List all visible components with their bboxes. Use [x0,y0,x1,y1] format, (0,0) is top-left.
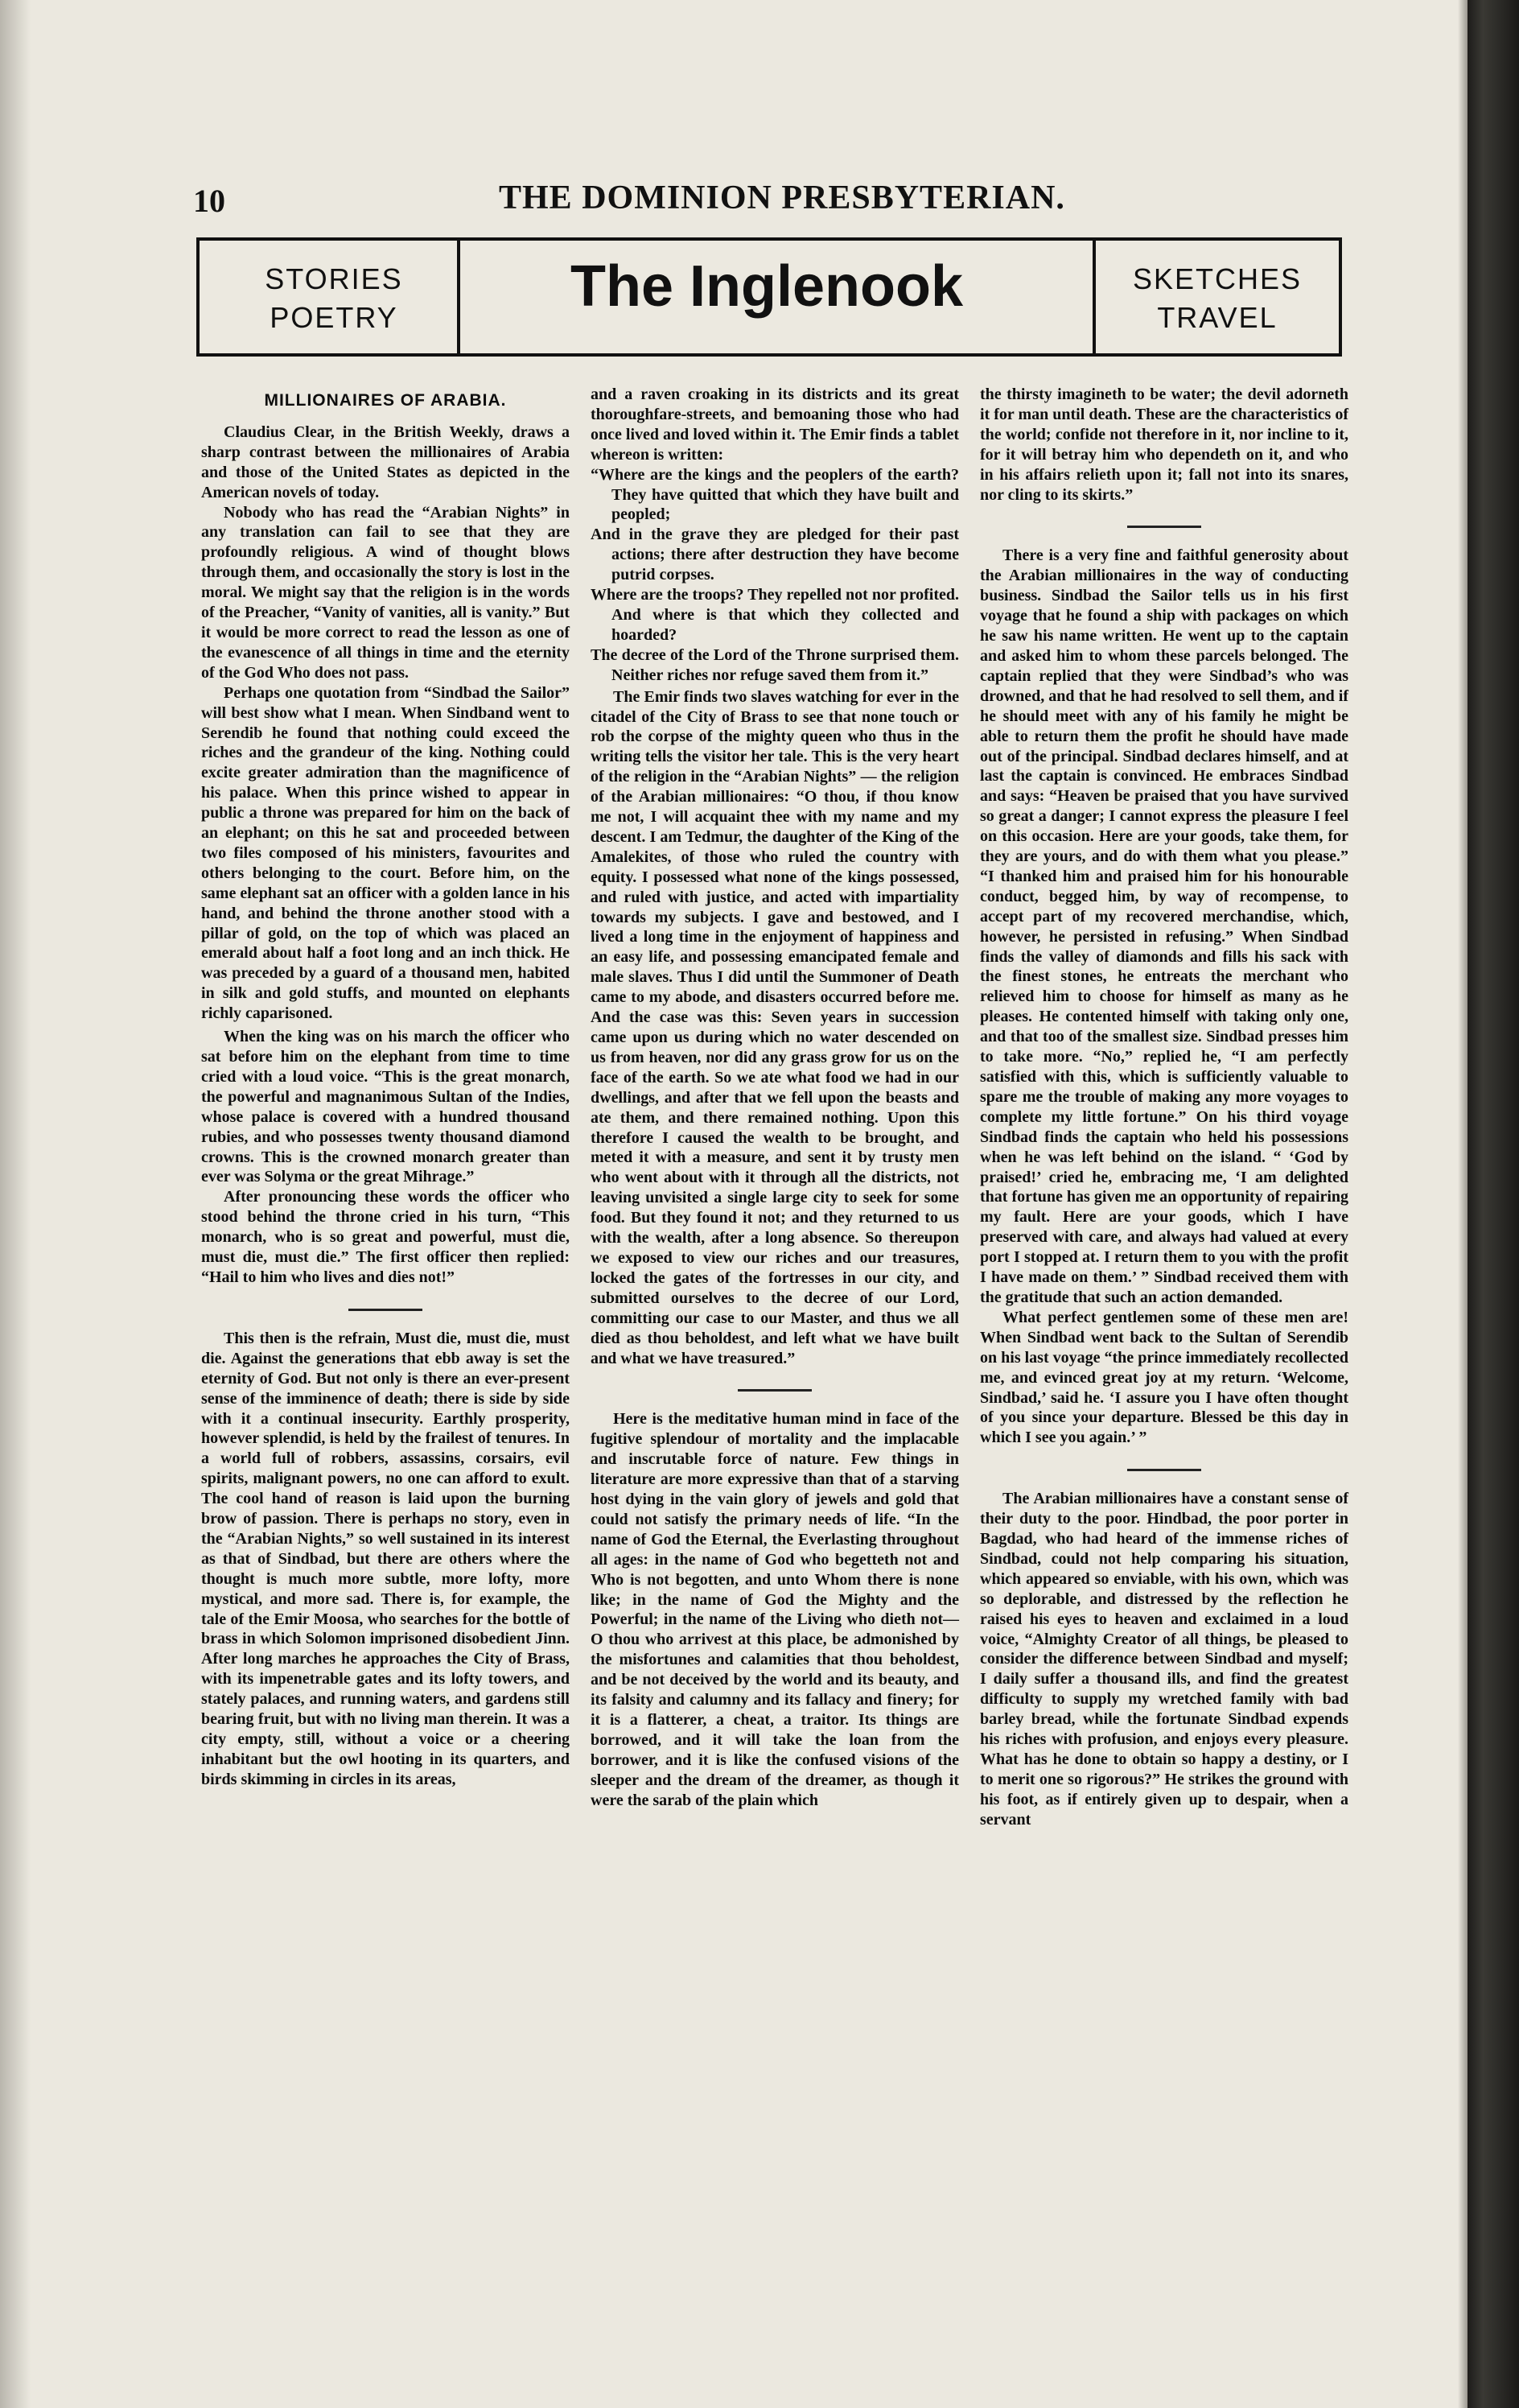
page-binding-edge [1458,0,1468,2408]
running-title: THE DOMINION PRESBYTERIAN. [499,179,1065,216]
paragraph: This then is the refrain, Must die, must die, must die. Against the generations that ebb away is set the eternity of God. But not only is there an ever-present sense of the imminence of death; there is side by side with it a continual insecurity. Earthly prosperity, however splendid, is held by the frailest of tenures. In a world full of robbers, assassins, corsairs, evil spirits, malignant powers, no one can afford to exult. The cool hand of reason is laid upon the burning brow of passion. There is perhaps no story, even in the “Arabian Nights,” so well sustained in its interest as that of Sindbad, but there are others where the thought is much more subtle, more lofty, more mystical, and more sad. There is, for example, the tale of the Emir Moosa, who searches for the bottle of brass in which Solomon imprisoned disobedient Jinn. After long marches he approaches the City of Brass, with its impenetrable gates and its lofty towers, and stately palaces, and running waters, and gardens still bearing fruit, but with no living man therein. It was a city empty, still, without a voice or a cheering inhabitant but the owl hooting in its quarters, and birds skimming in circles in its areas, [201,1329,570,1788]
article-column-1 [201,385,570,1790]
verse-line: Where are the troops? They repelled not nor profited. And where is that which they collected and hoarded? [591,586,959,644]
verse-line: The decree of the Lord of the Throne surprised them. Neither riches nor refuge saved them from it.” [591,645,959,684]
page-number: 10 [193,183,225,219]
page-left-shadow [0,0,31,2408]
section-separator [1127,526,1201,528]
banner-label-sketches: SKETCHES [1132,262,1303,295]
paragraph: The Emir finds two slaves watching for ever in the citadel of the City of Brass to see that none touch or rob the corpse of the mighty queen who thus in the writing tells the visitor her tale. This is the very heart of the religion in the “Arabian Nights” — the religion of the Arabian millionaires: “O thou, if thou know me not, I will acquaint thee with my name and my descent. I am Tedmur, the daughter of the King of the Amalekites, of those who ruled the country with equity. I possessed what none of the kings possessed, and ruled with justice, and acted with impartiality towards my subjects. I gave and bestowed, and I lived a long time in the enjoyment of happiness and an easy life, and possessing emancipated female and male slaves. Thus I did until the Summoner of Death came to my abode, and disasters occurred before me. And the case was this: Seven years in succession came upon us during which no water descended on us from heaven, nor did any grass grow for us on the face of the earth. So we ate what food we had in our dwellings, and after that we fell upon the beasts and ate them, and there remained nothing. Upon this therefore I caused the wealth to be brought, and meted it with a measure, and sent it by trusty men who went about with it through all the districts, not leaving unvisited a single large city to seek for some food. But they found it not; and they returned to us with the wealth, after a long absence. So thereupon we exposed to view our riches and our treasures, locked the gates of the fortresses in our city, and submitted ourselves to the decree of our Lord, committing our case to our Master, and thus we all died as thou beholdest, and left what we have built and what we have treasured.” [591,687,959,1367]
banner-label-travel: TRAVEL [1157,301,1278,334]
section-separator [348,1309,422,1311]
banner-divider-right [1093,241,1096,353]
paragraph: After pronouncing these words the officer who stood behind the throne cried in his turn, “This monarch, who is so great and powerful, must die, must die, must die.” The first officer then replied: “Hail to him who lives and dies not!” [201,1188,570,1286]
verse-line: And in the grave they are pledged for their past actions; there after destruction they have become putrid corpses. [591,526,959,584]
paragraph: When the king was on his march the officer who sat before him on the elephant from time to time cried with a loud voice. “This is the great monarch, the powerful and magnanimous Sultan of the Indies, whose palace is covered with a hundred thousand rubies, and who possesses twenty thousand diamond crowns. This is the crowned monarch greater than ever was Solyma or the great Mihrage.” [201,1028,570,1186]
paragraph: and a raven croaking in its districts and its great thoroughfare-streets, and bemoaning those who had once lived and loved within it. The Emir finds a tablet whereon is written: [591,386,959,464]
section-separator [1127,1469,1201,1471]
paragraph: Here is the meditative human mind in face of the fugitive splendour of mortality and the implacable and inscrutable force of nature. Few things in literature are more expressive than that of a starving host dying in the vain glory of jewels and gold that could not satisfy the primary needs of life. “In the name of God the Eternal, the Everlasting throughout all ages: in the name of God who begetteth not and Who is not begotten, and unto Whom there is none like; in the name of God the Mighty and the Powerful; in the name of the Living who dieth not—O thou who arrivest at this place, be admonished by the misfortunes and calamities that thou beholdest, and be not deceived by the world and its beauty, and its falsity and calumny and its fallacy and finery; for it is a flatterer, a cheat, a traitor. Its things are borrowed, and it will take the loan from the borrower, and it is like the confused visions of the sleeper and the dream of the dreamer, as though it were the sarab of the plain which [591,1410,959,1809]
paragraph: the thirsty imagineth to be water; the devil adorneth it for man until death. These are the characteristics of the world; confide not therefore in it, nor incline to it, for it will betray him who dependeth on it, and who in his affairs relieth upon it; fall not into its snares, nor cling to its skirts.” [980,386,1348,504]
verse-line: “Where are the kings and the peoplers of the earth? They have quitted that which they have built and peopled; [591,465,959,524]
section-separator [738,1389,812,1392]
inscription-verse [591,465,959,686]
paragraph: There is a very fine and faithful generosity about the Arabian millionaires in the way of conducting business. Sindbad the Sailor tells us in his first voyage that he found a ship with packages on which he saw his name written. He went up to the captain and asked him to whom these parcels belonged. The captain replied that they were Sindbad’s who was drowned, and that he had resolved to sell them, and if he should meet with any of his family he might be able to return them the profit he should have made out of the principal. Sindbad declares himself, and at last the captain is convinced. He embraces Sindbad and says: “Heaven be praised that you have survived so great a danger; I cannot express the pleasure I feel on this occasion. Here are your goods, take them, for they are yours, and do with them what you please.” “I thanked him and praised him for his honourable conduct, begged him, by way of recompense, to accept part of my recovered merchandise, which, however, he persisted in refusing.” When Sindbad finds the valley of diamonds and fills his sack with the finest stones, he entreats the merchant who relieved him to choose for himself as many as he pleases. He contented himself with taking only one, and that too of the smallest size. Sindbad presses him to take more. “No,” replied he, “I am perfectly satisfied with this, which is sufficiently valuable to spare me the trouble of making any more voyages to complete my little fortune.” On his third voyage Sindbad finds the captain who held his possessions when he was left behind on the island. “ ‘God by praised!’ cried he, embracing me, ‘I am delighted that fortune has given me an opportunity of repairing my fault. Here are your goods, which I have preserved with care, and always had valued at every port I stopped at. I return them to you with the profit I have made on them.’ ” Sindbad received them with the gratitude that such an action demanded. [980,546,1348,1306]
book-binding [1468,0,1519,2408]
article-column-2 [591,385,959,1811]
banner-label-stories: STORIES [265,262,403,295]
banner-label-poetry: POETRY [270,301,398,334]
banner-left-labels [211,260,457,337]
banner-right-labels [1101,260,1334,337]
section-banner [196,237,1342,357]
paragraph: The Arabian millionaires have a constant sense of their duty to the poor. Hindbad, the poor porter in Bagdad, who had heard of the immense riches of Sindbad, could not help comparing his situation, which appeared so enviable, with his own, which was so deplorable, and distressed by the reflection he raised his eyes to heaven and exclaimed in a loud voice, “Almighty Creator of all things, be pleased to consider the difference between Sindbad and myself; I daily suffer a thousand ills, and find the greatest difficulty to supply my wretched family with bad barley bread, while the fortunate Sindbad expends his riches with profusion, and enjoys every pleasure. What has he done to obtain so happy a destiny, or I to merit one so rigorous?” He strikes the ground with his foot, as if entirely given up to despair, when a servant [980,1490,1348,1829]
section-title: The Inglenook [570,254,963,319]
paragraph: Claudius Clear, in the British Weekly, draws a sharp contrast between the millionaires of Arabia and those of the United States as depicted in the American novels of today. [201,423,570,501]
paragraph: Perhaps one quotation from “Sindbad the Sailor” will best show what I mean. When Sindband went to Serendib he found that nothing could exceed the riches and the grandeur of the king. Nothing could excite greater admiration than the magnificence of his palace. When this prince wished to appear in public a throne was prepared for him on the back of an elephant; on this he sat and proceeded between two files composed of his ministers, favourites and others belonging to the court. Before him, on the same elephant sat an officer with a golden lance in his hand, and behind the throne another stood with a pillar of gold, on the top of which was placed an emerald about half a foot long and an inch thick. He was preceded by a guard of a thousand men, habited in silk and gold stuffs, and mounted on elephants richly caparisoned. [201,683,570,1023]
article-title: MILLIONAIRES OF ARABIA. [264,391,507,410]
paragraph: What perfect gentlemen some of these men are! When Sindbad went back to the Sultan of Serendib on his last voyage “the prince immediately recollected me, and evinced great joy at my return. ‘Welcome, Sindbad,’ said he. ‘I assure you I have often thought of you since your departure. Blessed be this day in which I see you again.’ ” [980,1308,1348,1447]
article-column-3 [980,385,1348,1830]
paragraph: Nobody who has read the “Arabian Nights” in any translation can fail to see that they are profoundly religious. A wind of thought blows through them, and occasionally the story is lost in the moral. We might say that the religion is in the words of the Preacher, “Vanity of vanities, all is vanity.” But it would be more correct to read the lesson as one of the evanescence of all things in time and the eternity of the God Who does not pass. [201,503,570,682]
